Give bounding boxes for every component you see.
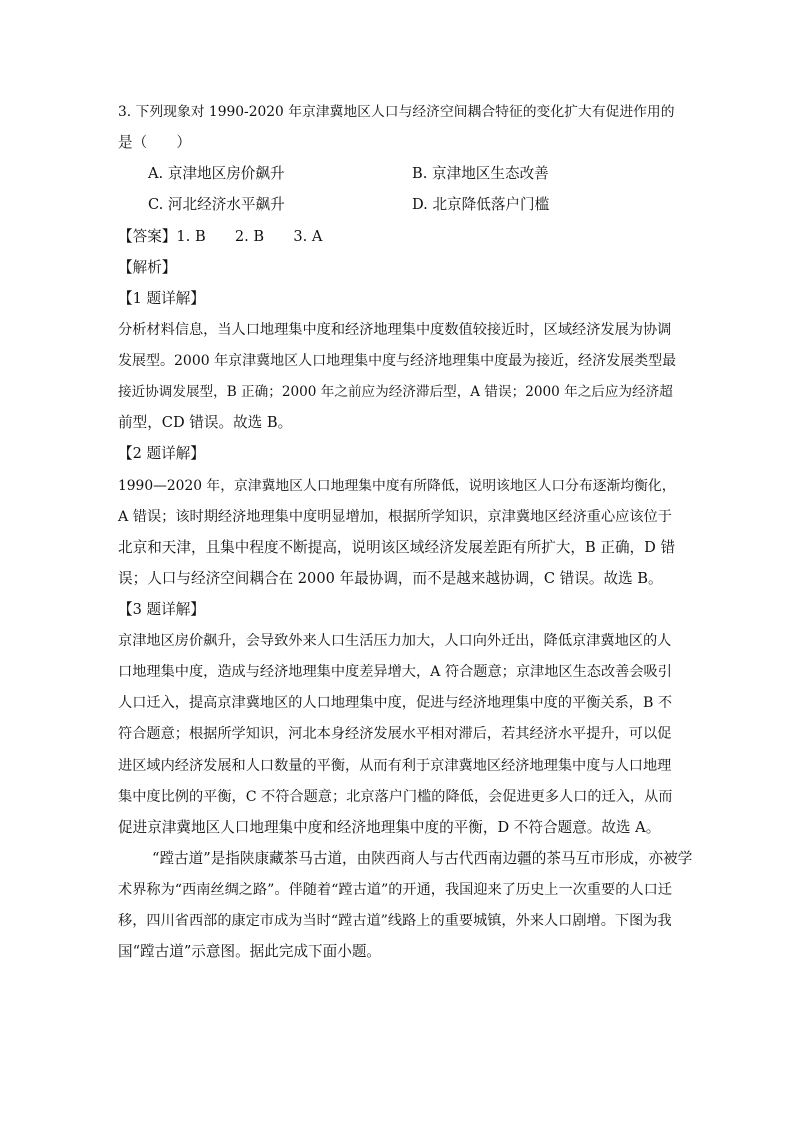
q2-line-4: 误；人口与经济空间耦合在 2000 年最协调，而不是越来越协调，C 错误。故选 B。	[118, 570, 663, 587]
q3-line-1: 京津地区房价飙升，会导致外来人口生活压力加大，人口向外迁出，降低京津冀地区的人	[118, 633, 672, 649]
q2-line-3: 北京和天津，且集中程度不断提高，说明该区域经济发展差距有所扩大，B 正确，D 错	[118, 539, 676, 556]
q2-line-2: A 错误；该时期经济地理集中度明显增加，根据所学知识，京津冀地区经济重心应该位于	[118, 509, 672, 525]
option-d: D. 北京降低落户门槛	[412, 196, 550, 213]
q3-line-2: 口地理集中度，造成与经济地理集中度差异增大，A 符合题意；京津地区生态改善会吸引	[118, 664, 672, 680]
question-3-stem-line-1: 3. 下列现象对 1990-2020 年京津冀地区人口与经济空间耦合特征的变化扩大有促进作用的	[118, 104, 675, 120]
analysis-heading: 【解析】	[118, 259, 177, 276]
passage-line-3: 移，四川省西部的康定市成为当时“蹚古道”线路上的重要城镇，外来人口剧增。下图为我	[118, 913, 672, 929]
option-b: B. 京津地区生态改善	[412, 165, 549, 182]
q1-line-2: 发展型。2000 年京津冀地区人口地理集中度与经济地理集中度最为接近，经济发展类型最	[118, 353, 677, 369]
q2-line-1: 1990—2020 年，京津冀地区人口地理集中度有所降低，说明该地区人口分布逐渐均衡化，	[118, 478, 676, 494]
q3-line-6: 集中度比例的平衡，C 不符合题意；北京落户门槛的降低，会促进更多人口的迁入，从而	[118, 789, 673, 805]
passage-line-1: “蹚古道”是指陕康藏茶马古道，由陕西商人与古代西南边疆的茶马互市形成，亦被学	[152, 850, 693, 867]
option-a: A. 京津地区房价飙升	[148, 165, 285, 182]
q1-line-3: 接近协调发展型，B 正确；2000 年之前应为经济滞后型，A 错误；2000 年之后应为经济超	[118, 384, 673, 400]
option-c: C. 河北经济水平飙升	[148, 196, 285, 213]
q1-line-4: 前型，CD 错误。故选 B。	[118, 414, 293, 431]
q3-line-7: 促进京津冀地区人口地理集中度和经济地理集中度的平衡，D 不符合题意。故选 A。	[118, 819, 661, 836]
q3-line-4: 符合题意；根据所学知识，河北本身经济发展水平相对滞后，若其经济水平提升，可以促	[118, 726, 672, 742]
question-3-stem-line-2: 是（ ）	[118, 134, 191, 151]
q1-heading: 【1 题详解】	[118, 290, 205, 307]
passage-line-4: 国“蹚古道”示意图。据此完成下面小题。	[118, 943, 382, 960]
q3-heading: 【3 题详解】	[118, 601, 205, 618]
q3-line-3: 人口迁入，提高京津冀地区的人口地理集中度，促进与经济地理集中度的平衡关系，B 不	[118, 695, 673, 711]
q2-heading: 【2 题详解】	[118, 445, 205, 462]
answer-line: 【答案】1. B 2. B 3. A	[118, 228, 323, 245]
passage-line-2: 术界称为“西南丝绸之路”。伴随着“蹚古道”的开通，我国迎来了历史上一次重要的人口迁	[118, 882, 672, 898]
q3-line-5: 进区域内经济发展和人口数量的平衡，从而有利于京津冀地区经济地理集中度与人口地理	[118, 758, 672, 774]
q1-line-1: 分析材料信息，当人口地理集中度和经济地理集中度数值较接近时，区域经济发展为协调	[118, 322, 672, 338]
